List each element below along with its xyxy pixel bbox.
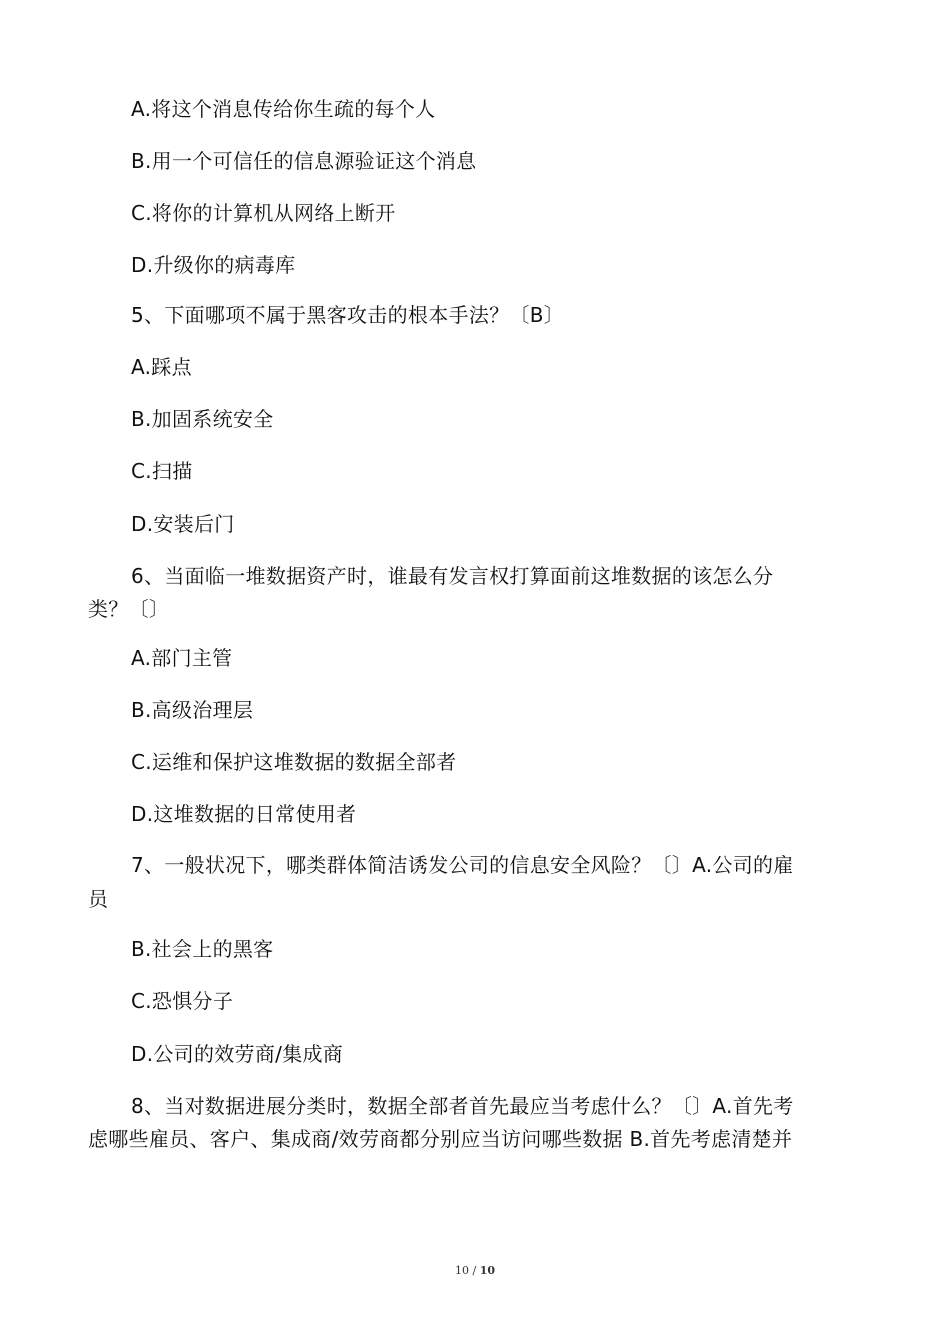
option-line: C.恐惧分子 [131, 989, 234, 1013]
option-line: D.公司的效劳商/集成商 [131, 1042, 344, 1066]
option-line: B.高级治理层 [131, 698, 254, 722]
option-line: A.踩点 [131, 355, 192, 379]
question-6-line-1: 6、当面临一堆数据资产时，谁最有发言权打算面前这堆数据的该怎么分 [131, 564, 774, 588]
question-7-line-2: 员 [88, 887, 109, 911]
page-current: 10 [454, 1264, 469, 1277]
question-8-line-2: 虑哪些雇员、客户、集成商/效劳商都分别应当访问哪些数据 B.首先考虑清楚并 [88, 1127, 793, 1151]
page-number [0, 1264, 950, 1277]
question-8-line-1: 8、当对数据进展分类时，数据全部者首先最应当考虑什么？〔〕A.首先考 [131, 1094, 794, 1118]
option-line: C.运维和保护这堆数据的数据全部者 [131, 750, 457, 774]
option-line: A.部门主管 [131, 646, 233, 670]
page-separator: / [472, 1264, 477, 1277]
option-line: D.升级你的病毒库 [131, 253, 296, 277]
question-5: 5、下面哪项不属于黑客攻击的根本手法？〔B〕 [131, 303, 565, 327]
option-line: B.社会上的黑客 [131, 937, 274, 961]
option-line: C.扫描 [131, 459, 193, 483]
question-6-line-2: 类？〔〕 [88, 597, 170, 621]
option-line: D.这堆数据的日常使用者 [131, 802, 357, 826]
page-total: 10 [479, 1264, 496, 1277]
question-7-line-1: 7、一般状况下，哪类群体简洁诱发公司的信息安全风险？〔〕A.公司的雇 [131, 853, 794, 877]
option-line: D.安装后门 [131, 512, 235, 536]
option-line: B.加固系统安全 [131, 407, 274, 431]
option-line: B.用一个可信任的信息源验证这个消息 [131, 149, 477, 173]
option-line: C.将你的计算机从网络上断开 [131, 201, 396, 225]
option-line: A.将这个消息传给你生疏的每个人 [131, 97, 436, 121]
